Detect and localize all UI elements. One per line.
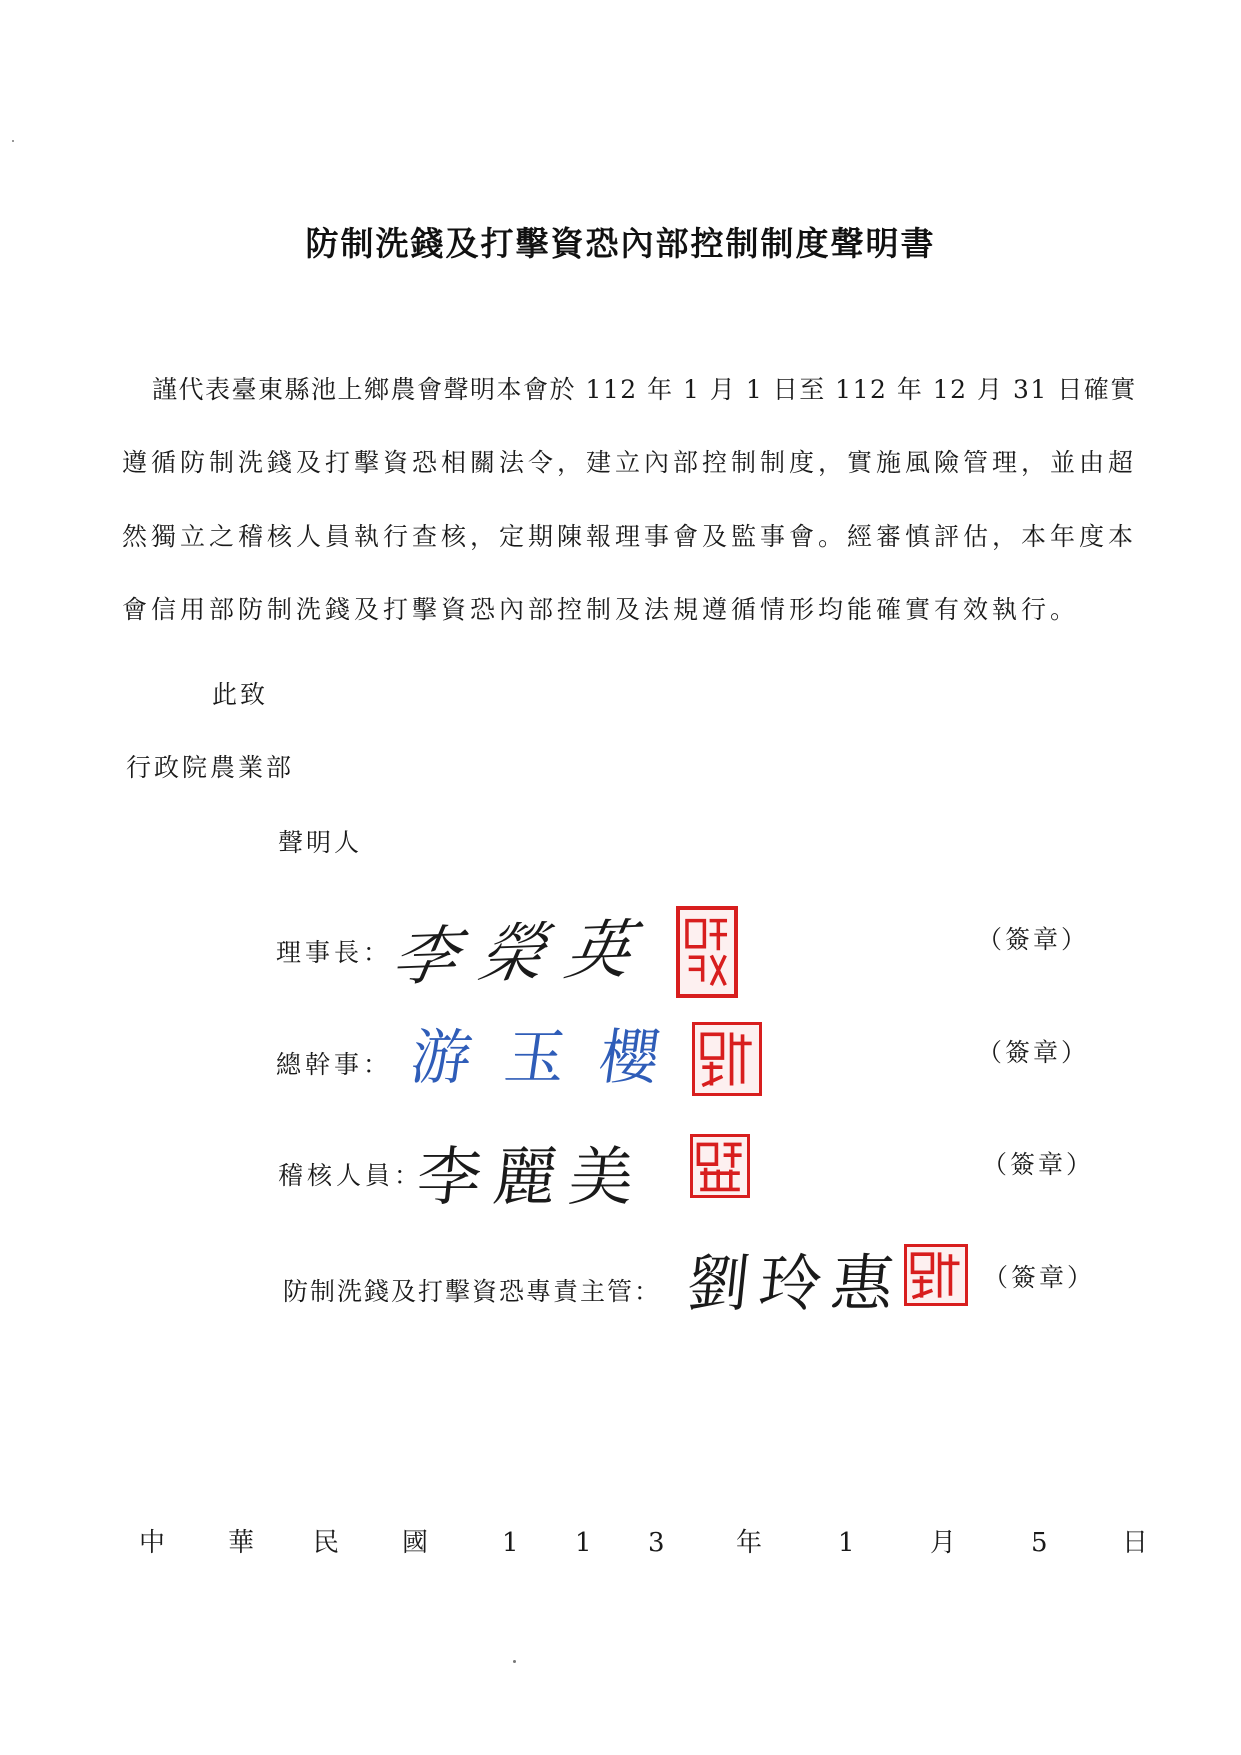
body-line-3: 然獨立之稽核人員執行查核，定期陳報理事會及監事會。經審慎評估，本年度本 (122, 522, 1138, 551)
day-value: 5 (1031, 1528, 1048, 1558)
handwritten-signature: 李麗美 (413, 1141, 650, 1215)
sign-mark: （簽章） (977, 1038, 1090, 1067)
era-char: 國 (402, 1528, 429, 1558)
era-char: 華 (228, 1528, 255, 1558)
handwritten-signature: 李榮英 (386, 912, 660, 996)
year-digit: 1 (502, 1528, 519, 1558)
date-row (0, 1530, 1241, 1560)
closing-salutation: 此致 (212, 680, 269, 709)
seal-stamp (690, 1134, 750, 1198)
month-unit: 月 (930, 1528, 957, 1558)
seal-stamp (692, 1022, 762, 1096)
year-digit: 1 (575, 1528, 592, 1558)
seal-stamp (676, 906, 738, 998)
day-unit: 日 (1122, 1528, 1149, 1558)
handwritten-signature: 游玉櫻 (406, 1023, 699, 1093)
scan-speck (12, 140, 14, 142)
era-char: 中 (139, 1528, 166, 1558)
body-line-2: 遵循防制洗錢及打擊資恐相關法令，建立內部控制制度，實施風險管理，並由超 (122, 448, 1138, 477)
seal-icon (695, 1025, 759, 1093)
sign-mark: （簽章） (983, 1263, 1096, 1292)
recipient: 行政院農業部 (126, 753, 295, 782)
document-title: 防制洗錢及打擊資恐內部控制制度聲明書 (305, 224, 936, 263)
body-line-1: 謹代表臺東縣池上鄉農會聲明本會於 112 年 1 月 1 日至 112 年 12 月 31 日確實 (152, 375, 1137, 404)
sign-mark: （簽章） (977, 925, 1090, 954)
year-unit: 年 (736, 1528, 763, 1558)
sign-mark: （簽章） (982, 1150, 1095, 1179)
seal-icon (693, 1137, 747, 1195)
handwritten-signature: 劉玲惠 (683, 1247, 908, 1320)
role-label: 稽核人員： (278, 1161, 424, 1190)
role-label: 理事長： (276, 938, 393, 967)
body-line-4: 會信用部防制洗錢及打擊資恐內部控制及法規遵循情形均能確實有效執行。 (122, 595, 1080, 624)
era-char: 民 (313, 1528, 340, 1558)
role-label: 防制洗錢及打擊資恐專責主管： (283, 1277, 662, 1306)
seal-icon (680, 910, 734, 994)
declarant-label: 聲明人 (278, 828, 363, 857)
scan-speck (513, 1660, 516, 1663)
year-digit: 3 (648, 1528, 665, 1558)
month-value: 1 (838, 1528, 855, 1558)
seal-icon (907, 1247, 965, 1303)
seal-stamp (904, 1244, 968, 1306)
role-label: 總幹事： (276, 1050, 393, 1079)
